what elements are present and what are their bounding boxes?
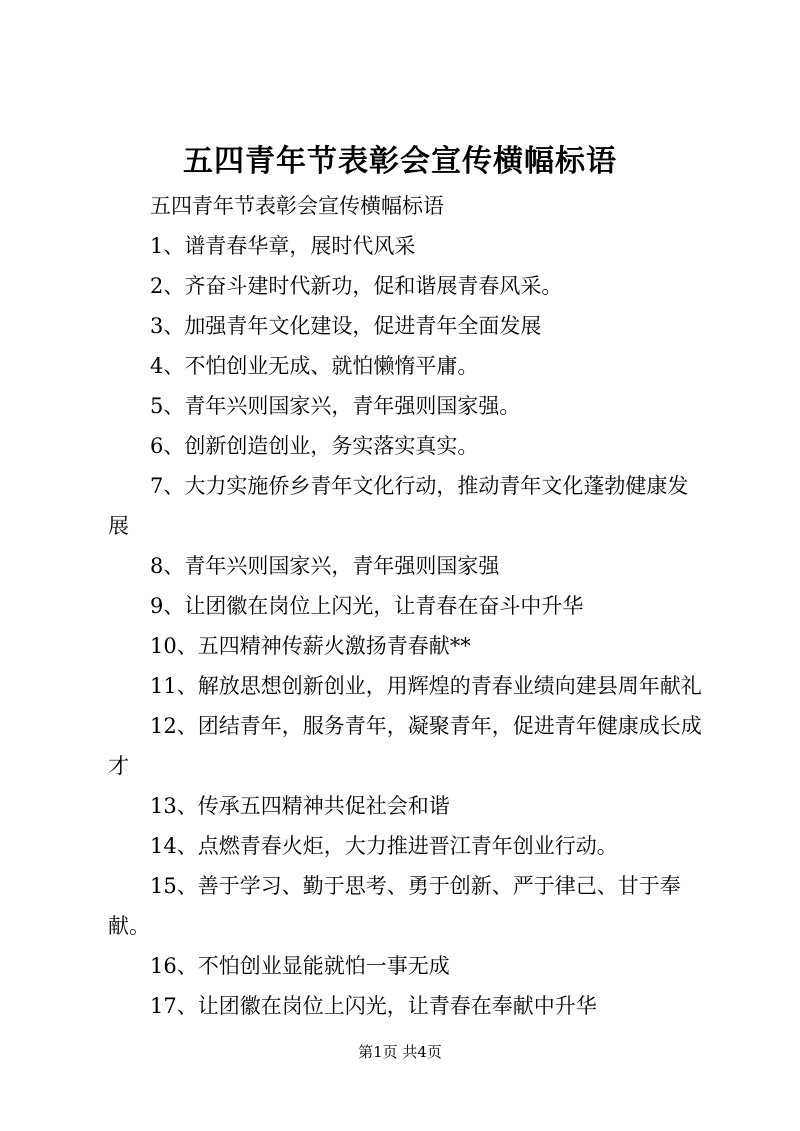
slogan-item-3: 3、加强青年文化建设，促进青年全面发展 (150, 314, 542, 338)
slogan-item-15: 15、善于学习、勤于思考、勇于创新、严于律己、甘于奉献。 (108, 874, 681, 938)
slogan-item-16: 16、不怕创业显能就怕一事无成 (150, 954, 450, 978)
slogan-item-17: 17、让团徽在岗位上闪光，让青春在奉献中升华 (150, 994, 597, 1018)
slogan-item-1: 1、谱青春华章，展时代风采 (150, 234, 416, 258)
slogan-item-8: 8、青年兴则国家兴，青年强则国家强 (150, 554, 500, 578)
slogan-item-10: 10、五四精神传薪火激扬青春献** (150, 634, 471, 658)
page-number-footer: 第1页 共4页 (358, 1043, 442, 1061)
slogan-item-7: 7、大力实施侨乡青年文化行动，推动青年文化蓬勃健康发展 (108, 474, 689, 538)
document-body (108, 186, 708, 1026)
slogan-item-2: 2、齐奋斗建时代新功，促和谐展青春风采。 (150, 274, 563, 298)
slogan-item-13: 13、传承五四精神共促社会和谐 (150, 794, 450, 818)
subtitle-paragraph: 五四青年节表彰会宣传横幅标语 (150, 194, 444, 218)
slogan-item-14: 14、点燃青春火炬，大力推进晋江青年创业行动。 (150, 834, 618, 858)
slogan-item-5: 5、青年兴则国家兴，青年强则国家强。 (150, 394, 521, 418)
slogan-item-9: 9、让团徽在岗位上闪光，让青春在奋斗中升华 (150, 594, 584, 618)
slogan-item-6: 6、创新创造创业，务实落实真实。 (150, 434, 479, 458)
slogan-item-12: 12、团结青年，服务青年，凝聚青年，促进青年健康成长成才 (108, 714, 702, 778)
slogan-item-4: 4、不怕创业无成、就怕懒惰平庸。 (150, 354, 479, 378)
slogan-item-11: 11、解放思想创新创业，用辉煌的青春业绩向建县周年献礼 (150, 674, 702, 698)
page-title: 五四青年节表彰会宣传横幅标语 (183, 144, 617, 179)
